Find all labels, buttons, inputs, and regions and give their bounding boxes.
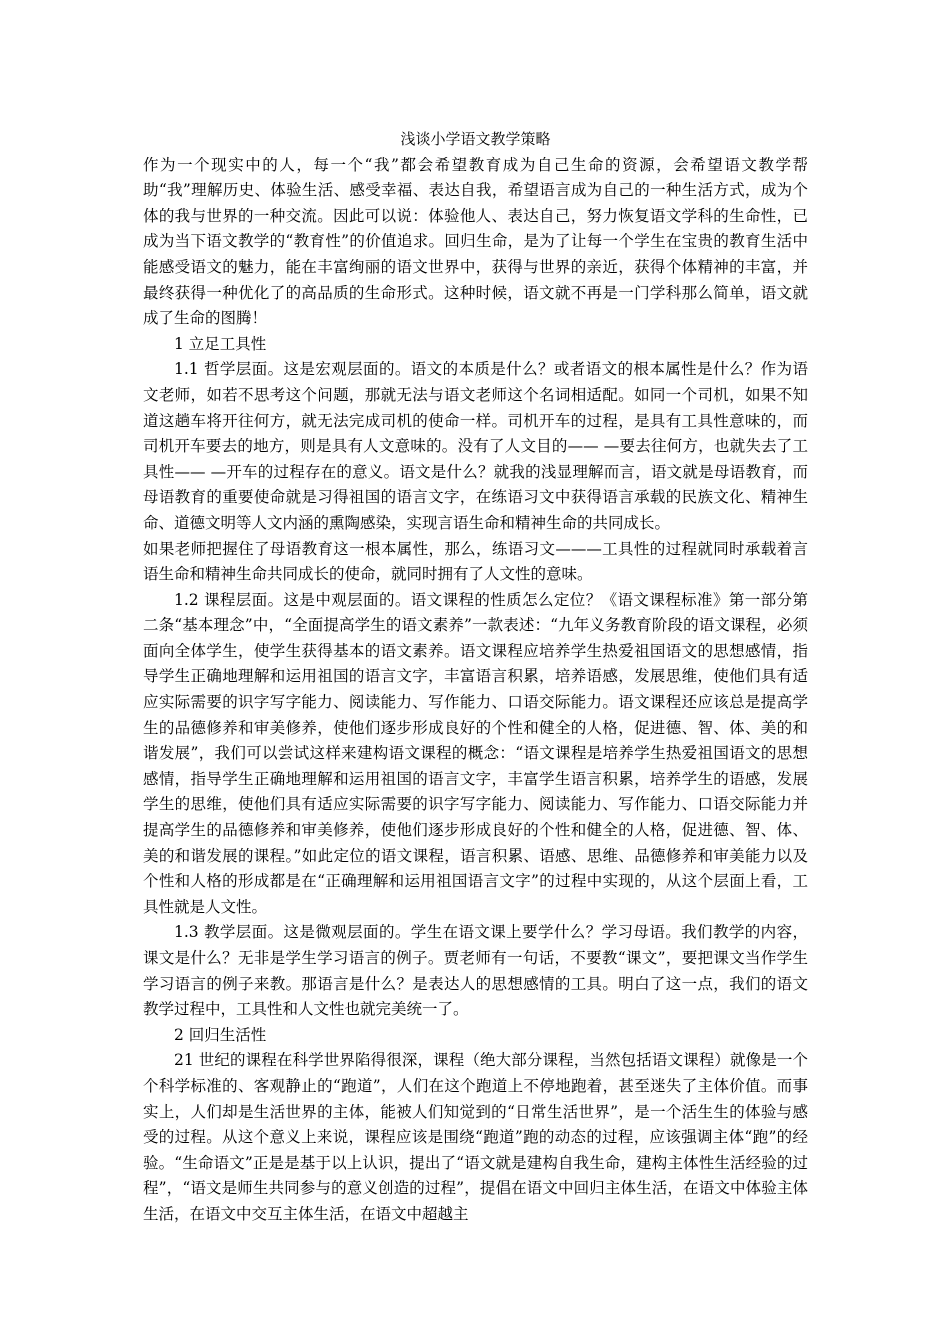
section-heading-1: 1 立足工具性 (174, 334, 267, 353)
paragraph-intro: 作为一个现实中的人，每一个“我”都会希望教育成为自己生命的资源，会希望语文教学帮助“我”理解历史、体验生活、感受幸福、表达自我，希望语言成为自己的一种生活方式，成为个体的我与世界的一种交流。因此可以说：体验他人、表达自己，努力恢复语文学科的生命性，已成为当下语文教学的“教育性”的价值追求。回归生命，是为了让每一个学生在宝贵的教育生活中能感受语文的魅力，能在丰富绚丽的语文世界中，获得与世界的亲近，获得个体精神的丰富，并最终获得一种优化了的高品质的生命形式。这种时候，语文就不再是一门学科那么简单，语文就成了生命的图腾！ (143, 155, 808, 328)
document-title: 浅谈小学语文教学策略 (400, 130, 551, 148)
section-heading-2: 2 回归生活性 (174, 1025, 267, 1044)
paragraph-1-1-continued: 如果老师把握住了母语教育这一根本属性，那么，练语习文———工具性的过程就同时承载着言语生命和精神生命共同成长的使命，就同时拥有了人文性的意味。 (143, 539, 808, 584)
paragraph-1-2: 1.2 课程层面。这是中观层面的。语文课程的性质怎么定位？《语文课程标准》第一部分第二条“基本理念”中，“全面提高学生的语文素养”一款表述：“九年义务教育阶段的语文课程，必须面向全体学生，使学生获得基本的语文素养。语文课程应培养学生热爱祖国语文的思想感情，指导学生正确地理解和运用祖国的语言文字，丰富语言积累，培养语感，发展思维，使他们具有适应实际需要的识字写字能力、阅读能力、写作能力、口语交际能力。语文课程还应该总是提高学生的品德修养和审美修养，使他们逐步形成良好的个性和健全的人格，促进德、智、体、美的和谐发展”，我们可以尝试这样来建构语文课程的概念：“语文课程是培养学生热爱祖国语文的思想感情，指导学生正确地理解和运用祖国的语言文字，丰富学生语言积累，培养学生的语感，发展学生的思维，使他们具有适应实际需要的识字写字能力、阅读能力、写作能力、口语交际能力并提高学生的品德修养和审美修养，使他们逐步形成良好的个性和健全的人格，促进德、智、体、美的和谐发展的课程。”如此定位的语文课程，语言积累、语感、思维、品德修养和审美能力以及个性和人格的形成都是在“正确理解和运用祖国语言文字”的过程中实现的，从这个层面上看，工具性就是人文性。 (143, 590, 808, 916)
paragraph-1-3: 1.3 教学层面。这是微观层面的。学生在语文课上要学什么？学习母语。我们教学的内容，课文是什么？无非是学生学习语言的例子。贾老师有一句话，不要教“课文”，要把课文当作学生学习语言的例子来教。那语言是什么？是表达人的思想感情的工具。明白了这一点，我们的语文教学过程中，工具性和人文性也就完美统一了。 (143, 923, 808, 1019)
paragraph-1-1: 1.1 哲学层面。这是宏观层面的。语文的本质是什么？或者语文的根本属性是什么？作为语文老师，如若不思考这个问题，那就无法与语文老师这个名词相适配。如同一个司机，如果不知道这趟车将开往何方，就无法完成司机的使命一样。司机开车的过程，是具有工具性意味的，而司机开车要去的地方，则是具有人文意味的。没有了人文目的—— —要去往何方，也就失去了工具性—— —开车的过程存在的意义。语文是什么？就我的浅显理解而言，语文就是母语教育，而母语教育的重要使命就是习得祖国的语言文字，在练语习文中获得语言承载的民族文化、精神生命、道德文明等人文内涵的熏陶感染，实现言语生命和精神生命的共同成长。 (143, 360, 808, 532)
document-page (143, 127, 808, 1228)
paragraph-2: 21 世纪的课程在科学世界陷得很深，课程（绝大部分课程，当然包括语文课程）就像是一个个科学标准的、客观静止的“跑道”，人们在这个跑道上不停地跑着，甚至迷失了主体价值。而事实上，人们却是生活世界的主体，能被人们知觉到的“日常生活世界”，是一个活生生的体验与感受的过程。从这个意义上来说，课程应该是围绕“跑道”跑的动态的过程，应该强调主体“跑”的经验。“生命语文”正是是基于以上认识，提出了“语文就是建构自我生命，建构主体性生活经验的过程”，“语文是师生共同参与的意义创造的过程”，提倡在语文中回归主体生活，在语文中体验主体生活，在语文中交互主体生活，在语文中超越主 (143, 1051, 808, 1223)
